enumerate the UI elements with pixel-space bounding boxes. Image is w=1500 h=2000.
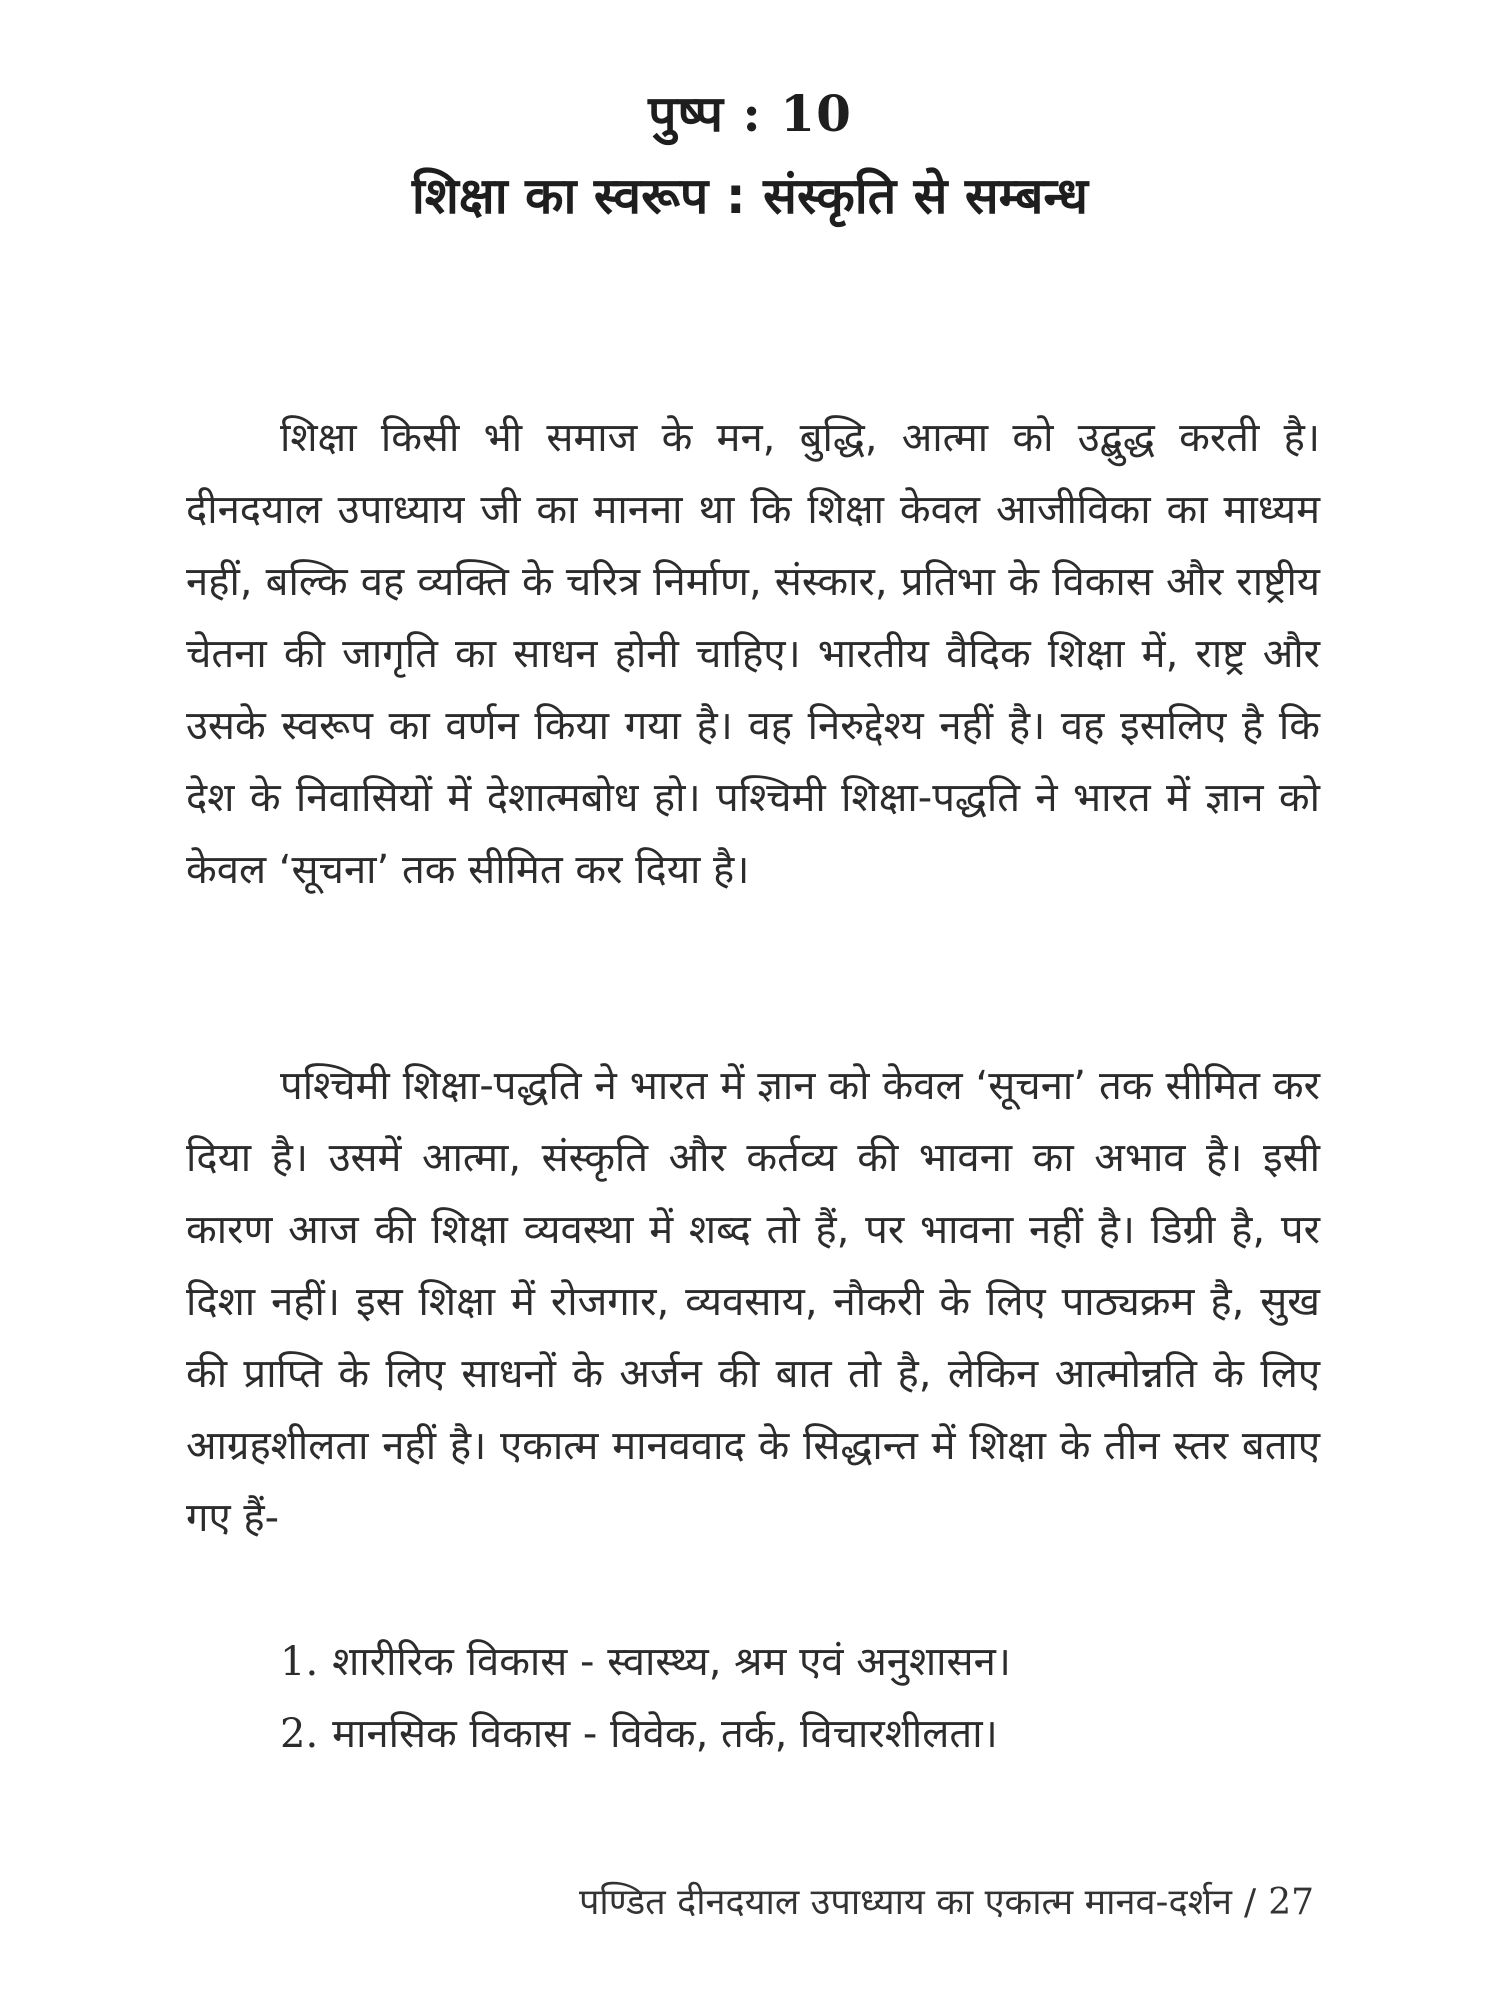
chapter-label: पुष्प : 10 — [648, 84, 852, 143]
footer-separator: / — [1244, 1882, 1257, 1923]
list-item-number: 1. — [280, 1639, 319, 1685]
page-footer — [579, 1876, 1314, 1925]
list-item — [280, 1698, 1320, 1770]
list-item-number: 2. — [280, 1711, 319, 1757]
chapter-title: शिक्षा का स्वरूप : संस्कृति से सम्बन्ध — [411, 167, 1089, 225]
paragraph-2 — [186, 1050, 1320, 1554]
paragraph-2-text: पश्चिमी शिक्षा-पद्धति ने भारत में ज्ञान को केवल ‘सूचना’ तक सीमित कर दिया है। उसमें आत्मा, संस्कृति और कर्तव्य की भावना का अभाव है। इसी कारण आज की शिक्षा व्यवस्था में शब्द तो हैं, पर भावना नहीं है। डिग्री है, पर दिशा नहीं। इस शिक्षा में रोजगार, व्यवसाय, नौकरी के लिए पाठ्यक्रम है, सुख की प्राप्ति के लिए साधनों के अर्जन की बात तो है, लेकिन आत्मोन्नति के लिए आग्रहशीलता नहीं है। एकात्म मानववाद के सिद्धान्त में शिक्षा के तीन स्तर बताए गए हैं- — [186, 1063, 1320, 1541]
page-number: 27 — [1268, 1882, 1314, 1923]
paragraph-1-text: शिक्षा किसी भी समाज के मन, बुद्धि, आत्मा को उद्बुद्ध करती है। दीनदयाल उपाध्याय जी का मानना था कि शिक्षा केवल आजीविका का माध्यम नहीं, बल्कि वह व्यक्ति के चरित्र निर्माण, संस्कार, प्रतिभा के विकास और राष्ट्रीय चेतना की जागृति का साधन होनी चाहिए। भारतीय वैदिक शिक्षा में, राष्ट्र और उसके स्वरूप का वर्णन किया गया है। वह निरुद्देश्य नहीं है। वह इसलिए है कि देश के निवासियों में देशात्मबोध हो। पश्चिमी शिक्षा-पद्धति ने भारत में ज्ञान को केवल ‘सूचना’ तक सीमित कर दिया है। — [186, 415, 1320, 893]
footer-book-title: पण्डित दीनदयाल उपाध्याय का एकात्म मानव-दर्शन — [578, 1882, 1233, 1923]
list-item-text: मानसिक विकास - विवेक, तर्क, विचारशीलता। — [332, 1711, 998, 1757]
list-item-text: शारीरिक विकास - स्वास्थ्य, श्रम एवं अनुशासन। — [332, 1639, 1011, 1685]
list-item — [280, 1626, 1320, 1698]
education-levels-list — [280, 1626, 1320, 1770]
paragraph-1 — [186, 402, 1320, 906]
